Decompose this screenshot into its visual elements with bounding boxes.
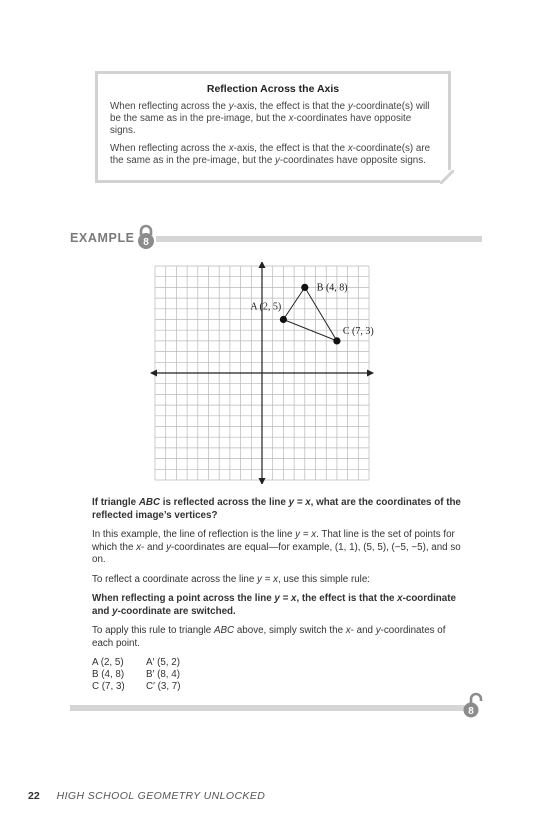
triangle-abc (283, 287, 337, 341)
page-footer (28, 790, 265, 802)
callout-folded-corner (440, 170, 454, 184)
unlocked-icon (462, 692, 486, 718)
callout-box (95, 71, 451, 183)
question: If triangle ABC is reflected across the line y = x, what are the coordinates of the reflected image’s vertices? (92, 497, 461, 521)
coordinate-graph (150, 262, 374, 484)
callout-paragraph-2: When reflecting across the x-axis, the effect is that the x-coordinate(s) are the same as in the pre-image, but the y-coordinates have opposite signs. (110, 143, 431, 166)
example-end-number: 8 (468, 706, 474, 717)
example-body (92, 497, 462, 693)
paragraph-rule-intro: To reflect a coordinate across the line y = x, use this simple rule: (92, 573, 371, 585)
vertex-label: C (7, 3) (342, 325, 374, 337)
example-header (70, 224, 482, 252)
vertex-point (333, 337, 340, 344)
example-number: 8 (143, 237, 149, 248)
reflected-coordinate: A′ (5, 2) (146, 657, 180, 668)
lock-icon (136, 224, 156, 250)
x-axis-arrow-right (367, 370, 374, 377)
example-label: EXAMPLE (70, 231, 135, 245)
example-end-rule (70, 705, 470, 711)
coordinate-table (92, 657, 462, 693)
vertex-point (301, 284, 308, 291)
book-title: HIGH SCHOOL GEOMETRY UNLOCKED (56, 790, 266, 802)
x-axis-arrow-left (150, 370, 157, 377)
y-axis-arrow-down (259, 478, 266, 484)
page-number: 22 (28, 790, 40, 802)
original-coordinate: C (7, 3) (92, 681, 125, 692)
paragraph-line-of-reflection: In this example, the line of reflection is the line y = x. That line is the set of points for which the x- and y-coordinates are equal—for example, (1, 1), (5, 5), (−5, −5), and so on. (92, 529, 461, 565)
vertex-point (280, 316, 287, 323)
original-coordinate: A (2, 5) (92, 657, 124, 668)
rule-statement: When reflecting a point across the line y = x, the effect is that the x-coordinate and y-coordinate are switched. (92, 593, 456, 617)
reflected-coordinate: C′ (3, 7) (146, 681, 181, 692)
paragraph-apply-rule: To apply this rule to triangle ABC above, simply switch the x- and y-coordinates of each point. (92, 625, 446, 649)
callout-title: Reflection Across the Axis (206, 83, 340, 95)
reflected-coordinate: B′ (8, 4) (146, 669, 180, 680)
example-rule (156, 236, 482, 242)
original-coordinate: B (4, 8) (92, 669, 125, 680)
callout-paragraph-1: When reflecting across the y-axis, the effect is that the y-coordinate(s) will be the same as in the pre-image, but the x-coordinates have opposite signs. (110, 101, 430, 136)
y-axis-arrow-up (259, 262, 266, 268)
vertex-label: B (4, 8) (316, 282, 348, 294)
vertex-label: A (2, 5) (250, 301, 282, 313)
